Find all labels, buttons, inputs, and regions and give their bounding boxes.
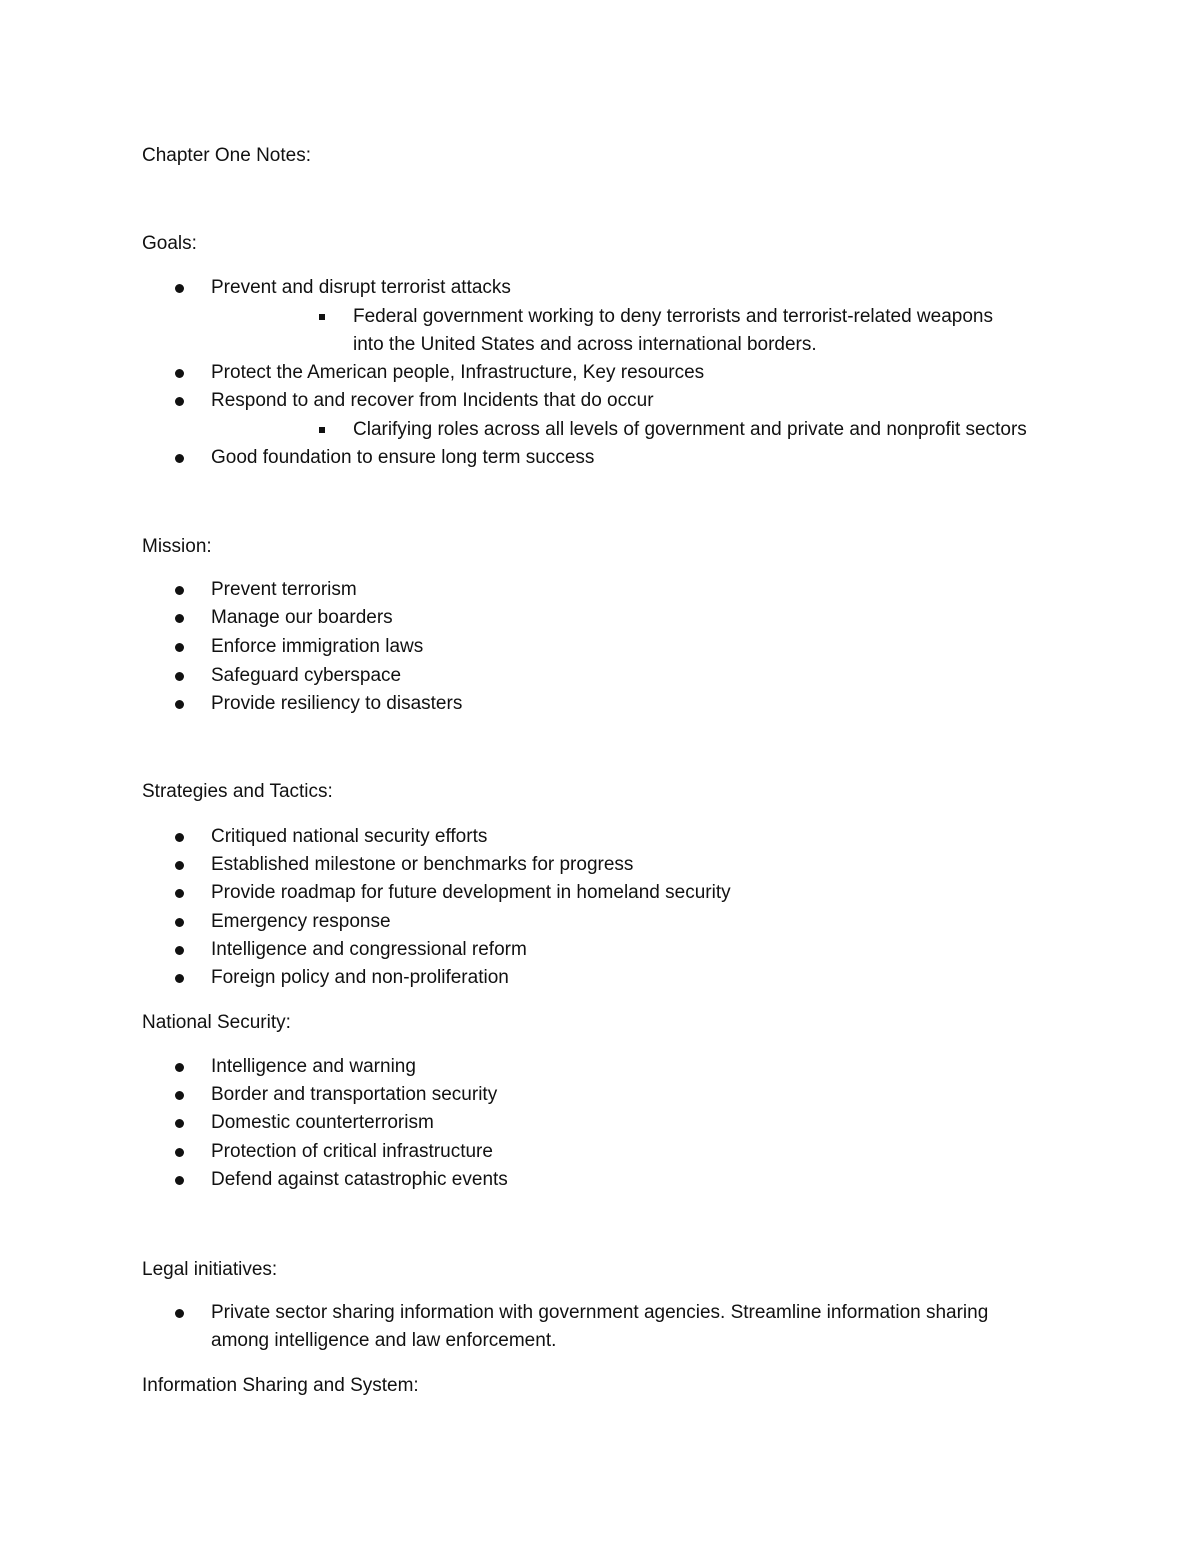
strategies-item: Critiqued national security efforts [211,826,488,847]
goals-item: Prevent and disrupt terrorist attacks [211,277,511,298]
square-bullet-icon [319,314,325,320]
bullet-icon [175,889,184,898]
strategies-item: Foreign policy and non-proliferation [211,967,509,988]
bullet-icon [175,861,184,870]
bullet-icon [175,1063,184,1072]
legal-heading: Legal initiatives: [142,1259,278,1280]
bullet-icon [175,1148,184,1157]
goals-subitem-continuation: into the United States and across international borders. [353,334,817,355]
bullet-icon [175,586,184,595]
mission-item: Prevent terrorism [211,579,357,600]
legal-item-continuation: among intelligence and law enforcement. [211,1330,557,1351]
bullet-icon [175,1176,184,1185]
mission-item: Enforce immigration laws [211,636,424,657]
bullet-icon [175,1309,184,1318]
goals-item: Protect the American people, Infrastructure, Key resources [211,362,705,383]
bullet-icon [175,614,184,623]
goals-subitem: Federal government working to deny terrorists and terrorist-related weapons [353,306,993,327]
bullet-icon [175,946,184,955]
bullet-icon [175,1119,184,1128]
bullet-icon [175,974,184,983]
bullet-icon [175,700,184,709]
national-security-item: Border and transportation security [211,1084,498,1105]
mission-item: Provide resiliency to disasters [211,693,463,714]
mission-item: Manage our boarders [211,607,393,628]
national-security-item: Defend against catastrophic events [211,1169,508,1190]
bullet-icon [175,643,184,652]
bullet-icon [175,672,184,681]
info-sharing-heading: Information Sharing and System: [142,1375,419,1396]
strategies-item: Provide roadmap for future development in homeland security [211,882,731,903]
bullet-icon [175,284,184,293]
bullet-icon [175,918,184,927]
bullet-icon [175,369,184,378]
mission-item: Safeguard cyberspace [211,665,402,686]
bullet-icon [175,454,184,463]
strategies-heading: Strategies and Tactics: [142,781,333,802]
square-bullet-icon [319,427,325,433]
strategies-item: Established milestone or benchmarks for progress [211,854,634,875]
national-security-item: Intelligence and warning [211,1056,416,1077]
strategies-item: Emergency response [211,911,391,932]
goals-subitem: Clarifying roles across all levels of government and private and nonprofit sectors [353,419,1027,440]
page-title: Chapter One Notes: [142,145,311,166]
bullet-icon [175,1091,184,1100]
strategies-item: Intelligence and congressional reform [211,939,527,960]
goals-item: Respond to and recover from Incidents that do occur [211,390,654,411]
goals-heading: Goals: [142,233,197,254]
goals-item: Good foundation to ensure long term success [211,447,595,468]
legal-item: Private sector sharing information with government agencies. Streamline information sharing [211,1302,989,1323]
national-security-item: Protection of critical infrastructure [211,1141,493,1162]
bullet-icon [175,833,184,842]
bullet-icon [175,397,184,406]
national-security-heading: National Security: [142,1012,291,1033]
mission-heading: Mission: [142,536,212,557]
national-security-item: Domestic counterterrorism [211,1112,434,1133]
